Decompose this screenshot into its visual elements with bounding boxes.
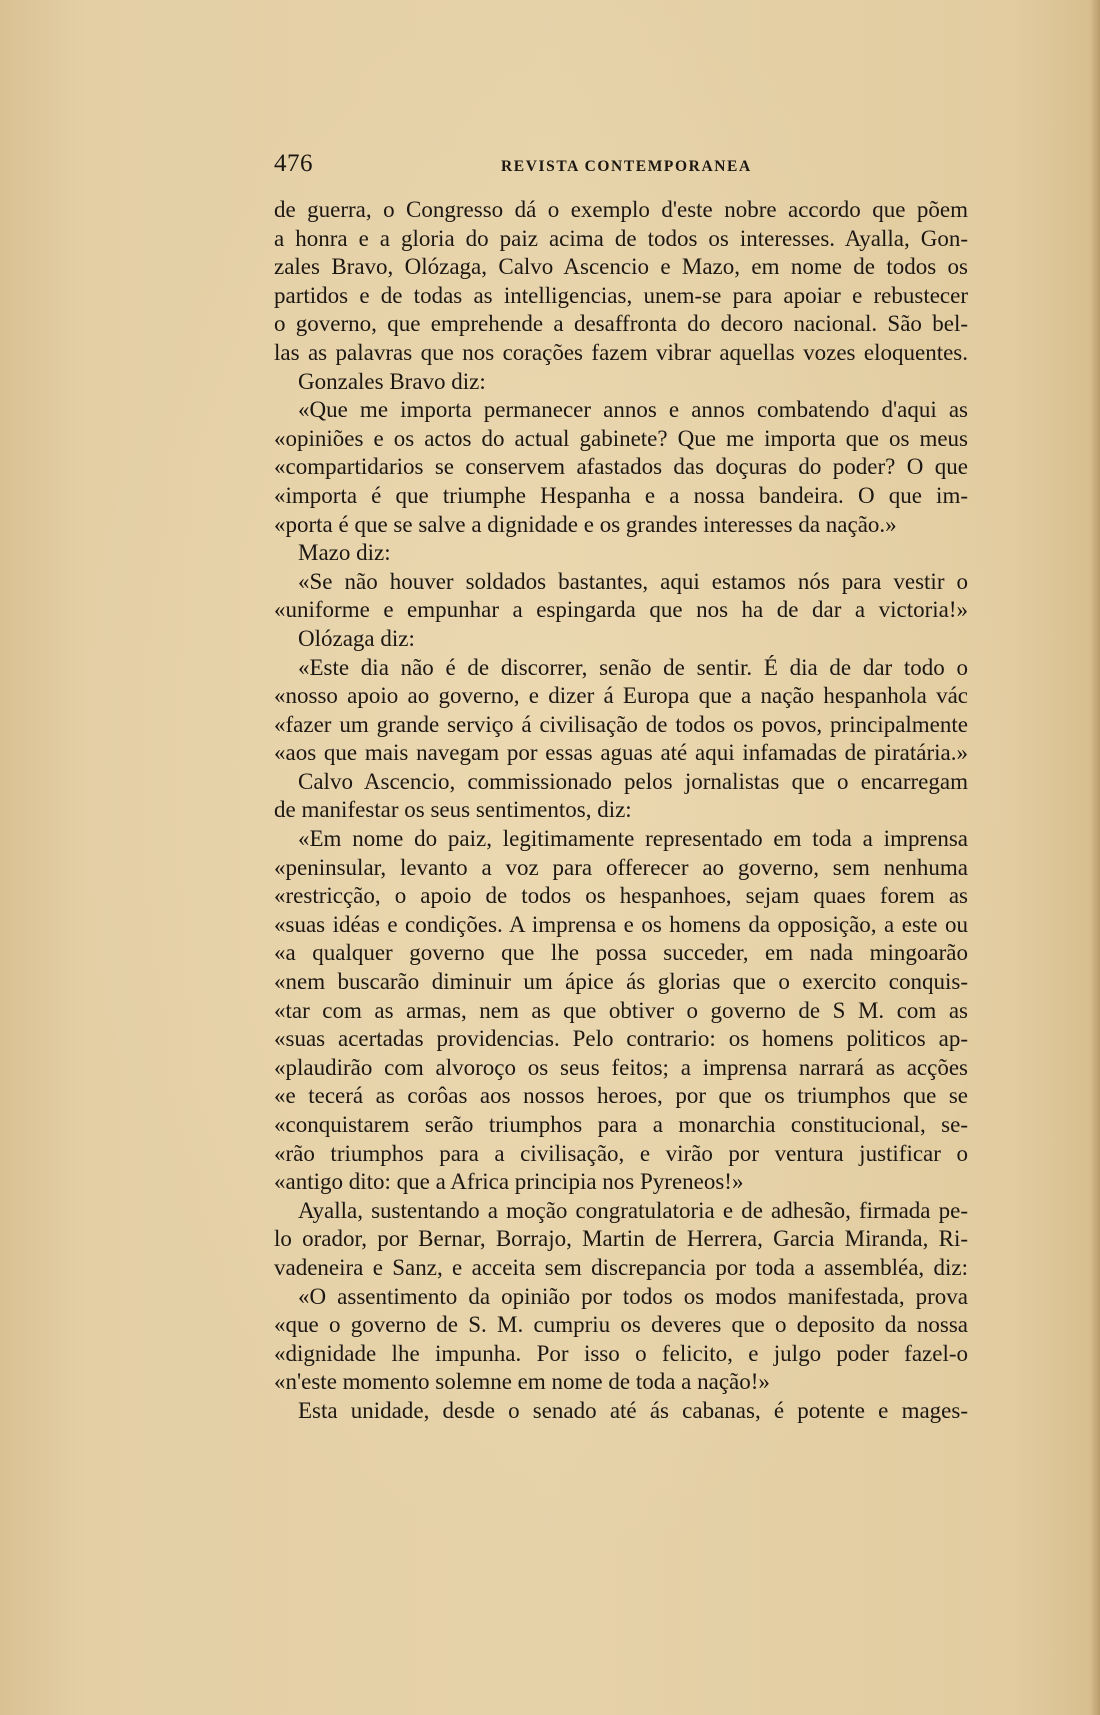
text-line: «que o governo de S. M. cumpriu os deveres que o deposito da nossa (274, 1312, 968, 1338)
text-line: Olózaga diz: (298, 625, 415, 651)
text-line: «n'este momento solemne em nome de toda a nação!» (274, 1369, 770, 1395)
text-line: Gonzales Bravo diz: (298, 368, 486, 394)
text-line: «importa é que triumphe Hespanha e a nossa bandeira. O que im- (274, 482, 968, 508)
text-line: «O assentimento da opinião por todos os modos manifestada, prova (298, 1283, 968, 1309)
text-line: «Se não houver soldados bastantes, aqui estamos nós para vestir o (298, 568, 968, 594)
text-line: «antigo dito: que a Africa principia nos Pyreneos!» (274, 1169, 744, 1195)
text-line: de manifestar os seus sentimentos, diz: (274, 797, 632, 823)
text-line: «fazer um grande serviço á civilisação de todos os povos, principalmente (274, 711, 968, 737)
text-line: a honra e a gloria do paiz acima de todos os interesses. Ayalla, Gon- (274, 225, 968, 251)
text-line: vadeneira e Sanz, e acceita sem discrepancia por toda a assembléa, diz: (274, 1254, 968, 1280)
text-line: Calvo Ascencio, commissionado pelos jornalistas que o encarregam (298, 768, 968, 794)
page-header (274, 150, 968, 182)
text-line: «a qualquer governo que lhe possa succeder, em nada mingoarão (274, 940, 968, 966)
text-line: Mazo diz: (298, 540, 391, 566)
text-line: partidos e de todas as intelligencias, unem-se para apoiar e rebustecer (274, 282, 968, 308)
text-line: «dignidade lhe impunha. Por isso o felicito, e julgo poder fazel-o (274, 1340, 968, 1366)
text-line: zales Bravo, Olózaga, Calvo Ascencio e Mazo, em nome de todos os (274, 254, 968, 280)
text-line: «uniforme e empunhar a espingarda que nos ha de dar a victoria!» (274, 597, 968, 623)
text-line: las as palavras que nos corações fazem vibrar aquellas vozes eloquentes. (274, 339, 968, 365)
text-line: «aos que mais navegam por essas aguas até aqui infamadas de piratária.» (274, 740, 968, 766)
text-line: de guerra, o Congresso dá o exemplo d'este nobre accordo que põem (274, 197, 968, 222)
running-head: REVISTA CONTEMPORANEA (501, 158, 752, 175)
text-line: o governo, que emprehende a desaffronta do decoro nacional. São bel- (274, 311, 968, 337)
text-line: «peninsular, levanto a voz para offerecer ao governo, sem nenhuma (274, 854, 968, 880)
text-line: «nem buscarão diminuir um ápice ás glorias que o exercito conquis- (274, 969, 968, 995)
text-line: «porta é que se salve a dignidade e os grandes interesses da nação.» (274, 511, 897, 537)
text-line: «opiniões e os actos do actual gabinete? Que me importa que os meus (274, 425, 968, 451)
text-line: «nosso apoio ao governo, e dizer á Europa que a nação hespanhola vác (274, 683, 968, 709)
text-line: «suas idéas e condições. A imprensa e os homens da opposição, a este ou (274, 911, 968, 937)
text-line: «plaudirão com alvoroço os seus feitos; a imprensa narrará as acções (274, 1054, 968, 1080)
text-line: Ayalla, sustentando a moção congratulatoria e de adhesão, firmada pe- (298, 1197, 968, 1223)
text-line: «conquistarem serão triumphos para a monarchia constitucional, se- (274, 1112, 968, 1137)
text-line: «compartidarios se conservem afastados das doçuras do poder? O que (274, 454, 968, 480)
text-line: lo orador, por Bernar, Borrajo, Martin de Herrera, Garcia Miranda, Ri- (274, 1226, 968, 1252)
page-number: 476 (274, 150, 313, 177)
text-line: «suas acertadas providencias. Pelo contrario: os homens politicos ap- (274, 1026, 968, 1052)
text-line: «restricção, o apoio de todos os hespanhoes, sejam quaes forem as (274, 883, 968, 909)
text-line: «Em nome do paiz, legitimamente representado em toda a imprensa (298, 826, 968, 852)
text-line: «rão triumphos para a civilisação, e virão por ventura justificar o (274, 1140, 968, 1166)
text-line: «tar com as armas, nem as que obtiver o governo de S M. com as (274, 997, 968, 1023)
text-line: Esta unidade, desde o senado até ás cabanas, é potente e mages- (298, 1397, 968, 1423)
text-line: «Que me importa permanecer annos e annos combatendo d'aqui as (298, 397, 968, 423)
body-text (274, 196, 968, 1426)
text-line: «Este dia não é de discorrer, senão de sentir. É dia de dar todo o (298, 654, 968, 680)
text-line: «e tecerá as corôas aos nossos heroes, por que os triumphos que se (274, 1083, 968, 1109)
